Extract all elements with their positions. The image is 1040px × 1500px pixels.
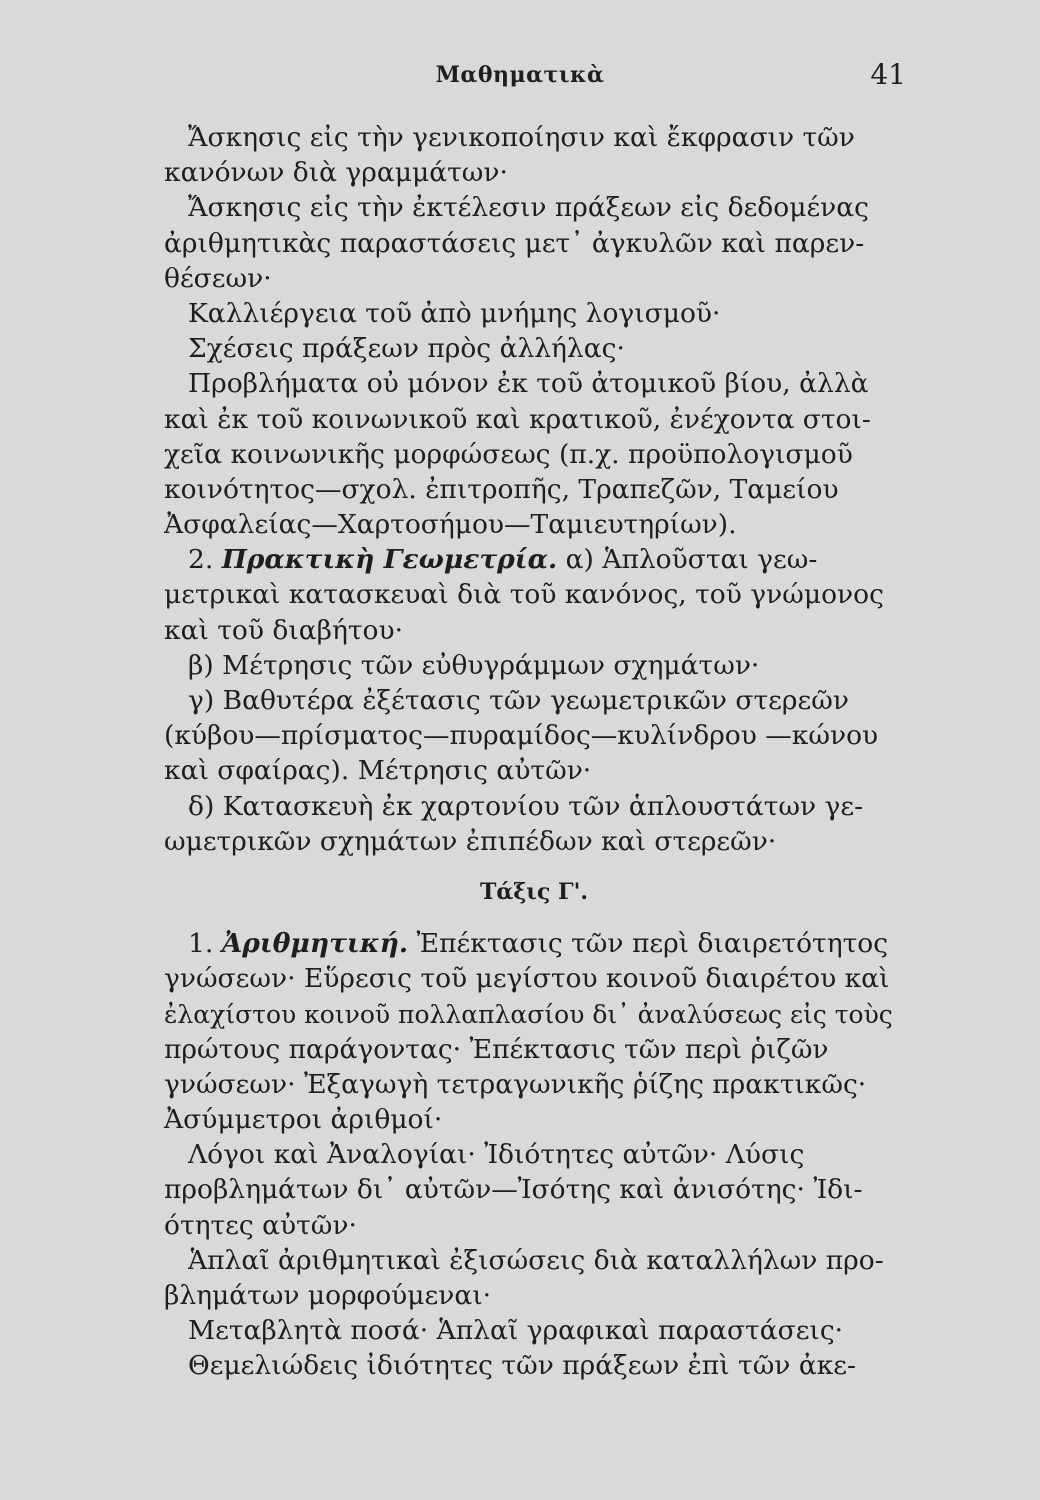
text-line: Σχέσεις πράξεων πρὸς ἀλλήλας· xyxy=(188,333,625,365)
section-title: Ἀριθμητική. xyxy=(221,928,409,960)
text-line: ωμετρικῶν σχημάτων ἐπιπέδων καὶ στερεῶν· xyxy=(164,825,777,857)
text-line: ότητες αὐτῶν· xyxy=(164,1209,357,1241)
section-number: 2. xyxy=(188,544,214,576)
page-header xyxy=(0,58,1040,94)
section-title: Πρακτικὴ Γεωμετρία. xyxy=(221,544,558,576)
text-line: ἐλαχίστου κοινοῦ πολλαπλασίου δι᾽ ἀναλύσεως εἰς τοὺς xyxy=(164,999,893,1029)
page-number: 41 xyxy=(870,58,906,91)
text-line: Λόγοι καὶ Ἀναλογίαι· Ἰδιότητες αὐτῶν· Λύσις xyxy=(188,1139,805,1171)
text-line: γ) Βαθυτέρα ἐξέτασις τῶν γεωμετρικῶν στερεῶν xyxy=(188,685,849,716)
section-intro: Ἐπέκτασις τῶν περὶ διαιρετότητος xyxy=(416,928,889,960)
text-line: βλημάτων μορφούμεναι· xyxy=(164,1280,492,1311)
spacer xyxy=(164,910,904,926)
section-number: 1. xyxy=(188,928,214,960)
geometry-section-heading-line xyxy=(164,542,904,577)
text-line: Προβλήματα οὐ μόνον ἐκ τοῦ ἀτομικοῦ βίου, ἀλλὰ xyxy=(188,368,869,400)
text-line: Καλλιέργεια τοῦ ἀπὸ μνήμης λογισμοῦ· xyxy=(188,297,721,329)
text-line: Θεμελιώδεις ἰδιότητες τῶν πράξεων ἐπὶ τῶν ἀκε- xyxy=(188,1350,856,1382)
text-line: Ἁπλαῖ ἀριθμητικαὶ ἐξισώσεις διὰ καταλλήλων προ- xyxy=(188,1244,884,1276)
text-line: καὶ ἐκ τοῦ κοινωνικοῦ καὶ κρατικοῦ, ἐνέχοντα στοι- xyxy=(164,403,871,435)
text-line: δ) Κατασκευὴ ἐκ χαρτονίου τῶν ἁπλουστάτων γε- xyxy=(188,790,864,822)
class-heading: Τάξις Γ'. xyxy=(479,878,589,905)
text-line: Ἄσκησις εἰς τὴν ἐκτέλεσιν πράξεων εἰς δεδομένας xyxy=(188,192,870,224)
text-line: πρώτους παράγοντας· Ἐπέκτασις τῶν περὶ ῥιζῶν xyxy=(164,1033,829,1065)
text-line: χεῖα κοινωνικῆς μορφώσεως (π.χ. προϋπολογισμοῦ xyxy=(164,438,853,470)
text-line: θέσεων· xyxy=(164,262,272,294)
text-line: προβλημάτων δι᾽ αὐτῶν—Ἰσότης καὶ ἀνισότης· Ἰδι- xyxy=(164,1174,863,1206)
text-line: Ἀσφαλείας—Χαρτοσήμου—Ταμιευτηρίων). xyxy=(164,509,737,541)
text-line: κοινότητος—σχολ. ἐπιτροπῆς, Τραπεζῶν, Ταμείου xyxy=(164,473,839,505)
text-line: γνώσεων· Ἐξαγωγὴ τετραγωνικῆς ῥίζης πρακτικῶς· xyxy=(164,1068,867,1100)
text-line: καὶ τοῦ διαβήτου· xyxy=(164,614,404,646)
text-line: Ἄσκησις εἰς τὴν γενικοποίησιν καὶ ἔκφρασιν τῶν xyxy=(188,122,855,153)
text-line: (κύβου—πρίσματος—πυραμίδος—κυλίνδρου —κώνου xyxy=(164,720,879,752)
page-body xyxy=(164,120,904,1384)
spacer xyxy=(164,859,904,875)
running-title: Μαθηματικὰ xyxy=(435,62,605,88)
text-line: καὶ σφαίρας). Μέτρησις αὐτῶν· xyxy=(164,755,592,787)
text-line: Ἀσύμμετροι ἀριθμοί· xyxy=(164,1104,443,1136)
text-line: ἀριθμητικὰς παραστάσεις μετ᾽ ἀγκυλῶν καὶ παρεν- xyxy=(164,227,865,259)
text-line: μετρικαὶ κατασκευαὶ διὰ τοῦ κανόνος, τοῦ γνώμονος xyxy=(164,579,884,611)
section-intro: α) Ἁπλοῦσται γεω- xyxy=(565,544,818,576)
text-line: γνώσεων· Εὕρεσις τοῦ μεγίστου κοινοῦ διαιρέτου καὶ xyxy=(164,963,890,995)
text-line: Μεταβλητὰ ποσά· Ἁπλαῖ γραφικαὶ παραστάσεις· xyxy=(188,1315,844,1347)
arithmetic-section-heading-line xyxy=(164,926,904,961)
text-line: κανόνων διὰ γραμμάτων· xyxy=(164,157,508,189)
text-line: β) Μέτρησις τῶν εὐθυγράμμων σχημάτων· xyxy=(188,649,760,681)
